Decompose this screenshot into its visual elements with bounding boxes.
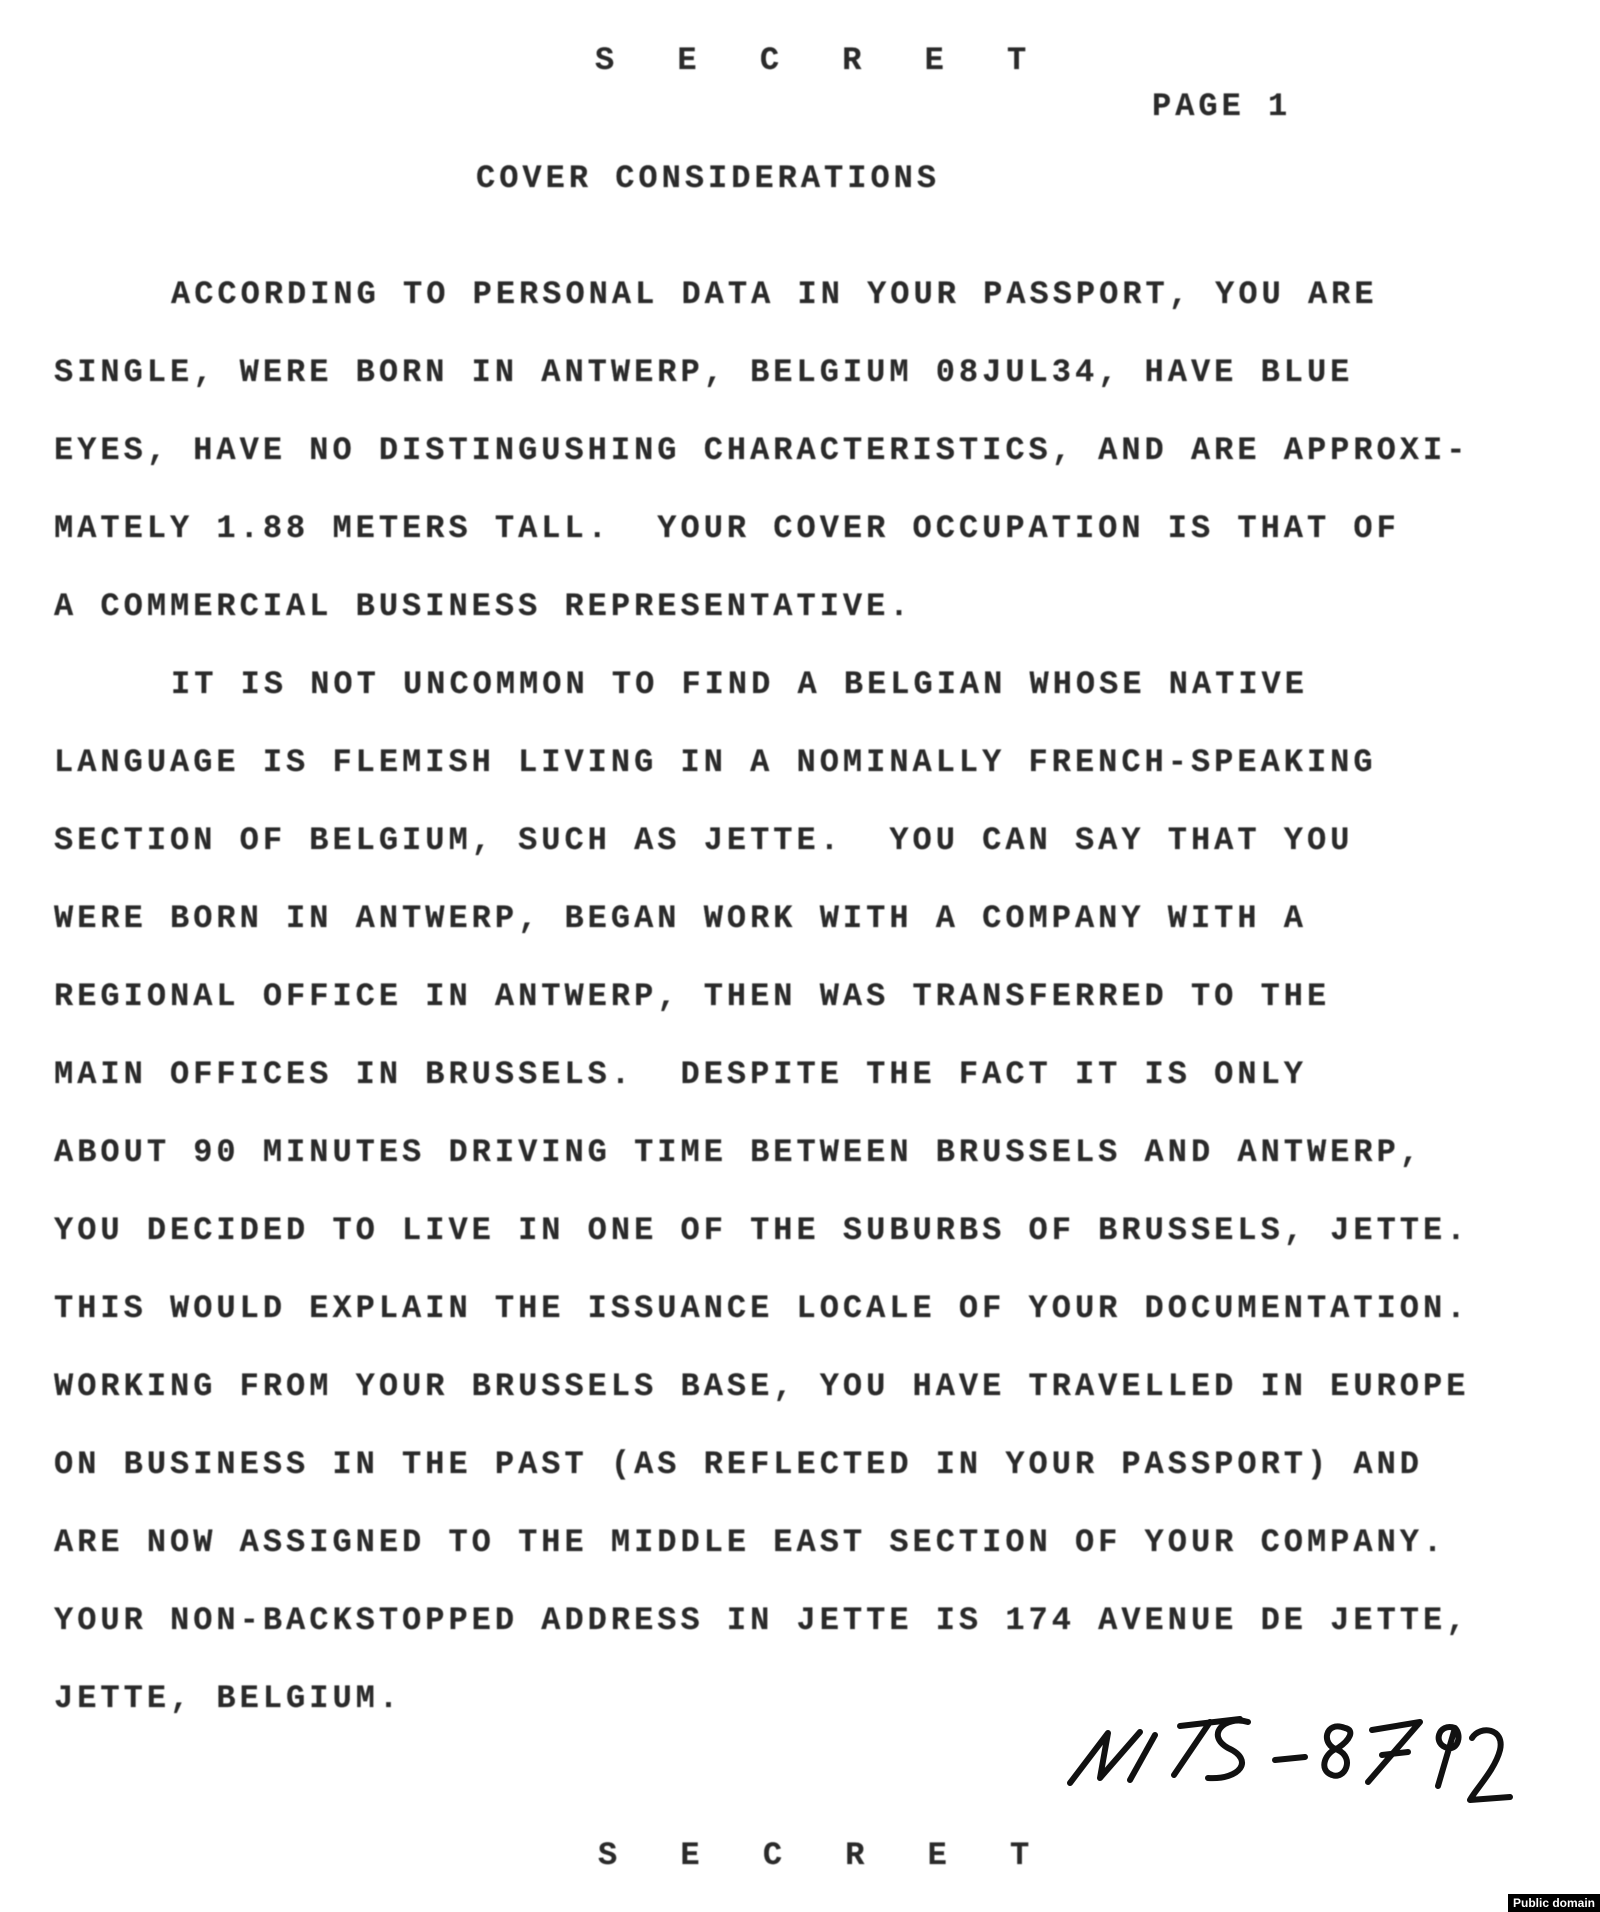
body-text-line: SINGLE, WERE BORN IN ANTWERP, BELGIUM 08JUL34, HAVE BLUE	[54, 354, 1354, 391]
body-text-line: A COMMERCIAL BUSINESS REPRESENTATIVE.	[54, 588, 913, 625]
handwritten-annotation	[1050, 1700, 1600, 1820]
body-text-line: IT IS NOT UNCOMMON TO FIND A BELGIAN WHOSE NATIVE	[171, 666, 1308, 703]
body-text-line: WERE BORN IN ANTWERP, BEGAN WORK WITH A COMPANY WITH A	[54, 900, 1307, 937]
body-text-line: MATELY 1.88 METERS TALL. YOUR COVER OCCUPATION IS THAT OF	[54, 510, 1400, 547]
body-text-line: SECTION OF BELGIUM, SUCH AS JETTE. YOU CAN SAY THAT YOU	[54, 822, 1354, 859]
body-text-line: JETTE, BELGIUM.	[54, 1680, 403, 1717]
body-text-line: THIS WOULD EXPLAIN THE ISSUANCE LOCALE OF YOUR DOCUMENTATION.	[54, 1290, 1470, 1327]
body-text-line: EYES, HAVE NO DISTINGUSHING CHARACTERISTICS, AND ARE APPROXI-	[54, 432, 1470, 469]
body-text-line: REGIONAL OFFICE IN ANTWERP, THEN WAS TRANSFERRED TO THE	[54, 978, 1331, 1015]
body-text-line: LANGUAGE IS FLEMISH LIVING IN A NOMINALLY FRENCH-SPEAKING	[54, 744, 1377, 781]
body-text-line: ARE NOW ASSIGNED TO THE MIDDLE EAST SECTION OF YOUR COMPANY.	[54, 1524, 1447, 1561]
body-text-line: ON BUSINESS IN THE PAST (AS REFLECTED IN YOUR PASSPORT) AND	[54, 1446, 1423, 1483]
body-text-line: WORKING FROM YOUR BRUSSELS BASE, YOU HAVE TRAVELLED IN EUROPE	[54, 1368, 1470, 1405]
credit-badge: Public domain	[1508, 1894, 1600, 1912]
body-text-line: YOUR NON-BACKSTOPPED ADDRESS IN JETTE IS 174 AVENUE DE JETTE,	[54, 1602, 1470, 1639]
body-text-line: ABOUT 90 MINUTES DRIVING TIME BETWEEN BRUSSELS AND ANTWERP,	[54, 1134, 1423, 1171]
body-text-line: ACCORDING TO PERSONAL DATA IN YOUR PASSPORT, YOU ARE	[171, 276, 1378, 313]
classification-footer: S E C R E T	[598, 1837, 1052, 1874]
classification-header: S E C R E T	[595, 42, 1049, 79]
body-text-line: YOU DECIDED TO LIVE IN ONE OF THE SUBURBS OF BRUSSELS, JETTE.	[54, 1212, 1470, 1249]
document-title: COVER CONSIDERATIONS	[476, 160, 941, 197]
page-number: PAGE 1	[1152, 88, 1292, 125]
body-text-line: MAIN OFFICES IN BRUSSELS. DESPITE THE FACT IT IS ONLY	[54, 1056, 1307, 1093]
